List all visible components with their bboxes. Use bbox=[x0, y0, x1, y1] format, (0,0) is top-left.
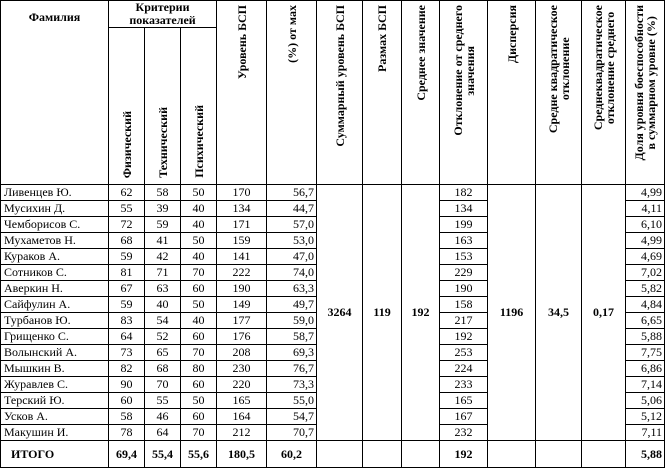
cell-name: Мухаметов Н. bbox=[1, 233, 109, 249]
cell-bsp-level: 212 bbox=[217, 425, 267, 441]
cell-technical: 52 bbox=[145, 329, 181, 345]
table-row bbox=[1, 185, 665, 201]
cell-name: Сайфулин А. bbox=[1, 297, 109, 313]
cell-technical: 70 bbox=[145, 377, 181, 393]
cell-psychic: 70 bbox=[181, 265, 217, 281]
cell-name: Волынский А. bbox=[1, 345, 109, 361]
cell-deviation: 199 bbox=[440, 217, 488, 233]
cell-share: 7,75 bbox=[626, 345, 665, 361]
cell-deviation: 217 bbox=[440, 313, 488, 329]
cell-pct-of-max: 70,7 bbox=[267, 425, 317, 441]
header-std: Средне квадратическое отклонение bbox=[536, 1, 582, 185]
cell-name: Мусихин Д. bbox=[1, 201, 109, 217]
cell-name: Кураков А. bbox=[1, 249, 109, 265]
cell-share: 4,99 bbox=[626, 233, 665, 249]
cell-name: Журавлев С. bbox=[1, 377, 109, 393]
cell-physical: 68 bbox=[109, 233, 145, 249]
header-share: Доля уровня боеспособности в суммарном уровне (%) bbox=[626, 1, 665, 185]
cell-physical: 64 bbox=[109, 329, 145, 345]
cell-psychic: 50 bbox=[181, 393, 217, 409]
cell-share: 7,14 bbox=[626, 377, 665, 393]
cell-pct-of-max: 76,7 bbox=[267, 361, 317, 377]
cell-pct-of-max: 57,0 bbox=[267, 217, 317, 233]
cell-bsp-level: 222 bbox=[217, 265, 267, 281]
cell-dispersion: 1196 bbox=[488, 185, 536, 441]
cell-technical: 55 bbox=[145, 393, 181, 409]
cell-name: Чемборисов С. bbox=[1, 217, 109, 233]
cell-physical: 55 bbox=[109, 201, 145, 217]
cell-name: Макушин И. bbox=[1, 425, 109, 441]
cell-pct-of-max: 73,3 bbox=[267, 377, 317, 393]
cell-physical: 73 bbox=[109, 345, 145, 361]
cell-bsp-level: 171 bbox=[217, 217, 267, 233]
cell-deviation: 232 bbox=[440, 425, 488, 441]
cell-share: 4,11 bbox=[626, 201, 665, 217]
cell-bsp-level: 220 bbox=[217, 377, 267, 393]
cell-bsp-level: 170 bbox=[217, 185, 267, 201]
header-bsp-level: Уровень БСП bbox=[217, 1, 267, 185]
cell-pct-of-max: 53,0 bbox=[267, 233, 317, 249]
total-dispersion bbox=[488, 441, 536, 468]
cell-share: 6,10 bbox=[626, 217, 665, 233]
cell-technical: 64 bbox=[145, 425, 181, 441]
cell-physical: 62 bbox=[109, 185, 145, 201]
cell-physical: 58 bbox=[109, 409, 145, 425]
cell-bsp-level: 208 bbox=[217, 345, 267, 361]
cell-deviation: 233 bbox=[440, 377, 488, 393]
cell-deviation: 192 bbox=[440, 329, 488, 345]
total-std bbox=[536, 441, 582, 468]
cell-psychic: 60 bbox=[181, 377, 217, 393]
cell-deviation: 229 bbox=[440, 265, 488, 281]
cell-psychic: 70 bbox=[181, 425, 217, 441]
cell-psychic: 50 bbox=[181, 185, 217, 201]
cell-physical: 90 bbox=[109, 377, 145, 393]
cell-psychic: 50 bbox=[181, 233, 217, 249]
total-physical: 69,4 bbox=[109, 441, 145, 468]
cell-technical: 71 bbox=[145, 265, 181, 281]
cell-pct-of-max: 69,3 bbox=[267, 345, 317, 361]
cell-bsp-level: 159 bbox=[217, 233, 267, 249]
cell-physical: 60 bbox=[109, 393, 145, 409]
total-std-mean bbox=[582, 441, 626, 468]
total-row bbox=[1, 441, 665, 468]
cell-deviation: 182 bbox=[440, 185, 488, 201]
cell-share: 7,11 bbox=[626, 425, 665, 441]
cell-technical: 39 bbox=[145, 201, 181, 217]
total-psychic: 55,6 bbox=[181, 441, 217, 468]
cell-bsp-level: 177 bbox=[217, 313, 267, 329]
cell-share: 4,84 bbox=[626, 297, 665, 313]
cell-share: 4,99 bbox=[626, 185, 665, 201]
header-mean: Среднее значение bbox=[402, 1, 440, 185]
cell-name: Грищенко С. bbox=[1, 329, 109, 345]
cell-bsp-level: 230 bbox=[217, 361, 267, 377]
cell-deviation: 165 bbox=[440, 393, 488, 409]
cell-name: Ливенцев Ю. bbox=[1, 185, 109, 201]
cell-physical: 83 bbox=[109, 313, 145, 329]
cell-psychic: 40 bbox=[181, 249, 217, 265]
cell-physical: 82 bbox=[109, 361, 145, 377]
cell-std: 34,5 bbox=[536, 185, 582, 441]
cell-psychic: 40 bbox=[181, 313, 217, 329]
cell-psychic: 60 bbox=[181, 329, 217, 345]
cell-physical: 67 bbox=[109, 281, 145, 297]
cell-bsp-level: 164 bbox=[217, 409, 267, 425]
cell-bsp-level: 141 bbox=[217, 249, 267, 265]
table-body bbox=[1, 185, 665, 468]
total-mean bbox=[402, 441, 440, 468]
cell-bsp-level: 165 bbox=[217, 393, 267, 409]
cell-deviation: 190 bbox=[440, 281, 488, 297]
cell-psychic: 40 bbox=[181, 217, 217, 233]
cell-bsp-level: 176 bbox=[217, 329, 267, 345]
cell-share: 5,06 bbox=[626, 393, 665, 409]
cell-psychic: 60 bbox=[181, 281, 217, 297]
total-bsp-range bbox=[363, 441, 402, 468]
cell-deviation: 253 bbox=[440, 345, 488, 361]
cell-physical: 59 bbox=[109, 297, 145, 313]
cell-technical: 46 bbox=[145, 409, 181, 425]
total-pct-of-max: 60,2 bbox=[267, 441, 317, 468]
cell-bsp-range: 119 bbox=[363, 185, 402, 441]
header-dispersion: Дисперсия bbox=[488, 1, 536, 185]
cell-name: Сотников С. bbox=[1, 265, 109, 281]
cell-deviation: 163 bbox=[440, 233, 488, 249]
cell-deviation: 153 bbox=[440, 249, 488, 265]
cell-technical: 59 bbox=[145, 217, 181, 233]
cell-physical: 72 bbox=[109, 217, 145, 233]
header-criteria: Критерии показателей bbox=[109, 1, 217, 28]
cell-name: Усков А. bbox=[1, 409, 109, 425]
cell-technical: 54 bbox=[145, 313, 181, 329]
cell-psychic: 70 bbox=[181, 345, 217, 361]
cell-total-bsp: 3264 bbox=[317, 185, 363, 441]
cell-physical: 81 bbox=[109, 265, 145, 281]
cell-technical: 42 bbox=[145, 249, 181, 265]
cell-physical: 78 bbox=[109, 425, 145, 441]
cell-psychic: 50 bbox=[181, 297, 217, 313]
cell-pct-of-max: 49,7 bbox=[267, 297, 317, 313]
cell-share: 5,82 bbox=[626, 281, 665, 297]
header-technical: Технический bbox=[145, 28, 181, 185]
cell-pct-of-max: 74,0 bbox=[267, 265, 317, 281]
cell-technical: 65 bbox=[145, 345, 181, 361]
total-share: 5,88 bbox=[626, 441, 665, 468]
cell-deviation: 134 bbox=[440, 201, 488, 217]
cell-share: 6,65 bbox=[626, 313, 665, 329]
cell-name: Мышкин В. bbox=[1, 361, 109, 377]
cell-physical: 59 bbox=[109, 249, 145, 265]
total-technical: 55,4 bbox=[145, 441, 181, 468]
cell-bsp-level: 190 bbox=[217, 281, 267, 297]
cell-pct-of-max: 44,7 bbox=[267, 201, 317, 217]
header-pct-of-max: (%) от мах bbox=[267, 1, 317, 185]
header-psychic: Психический bbox=[181, 28, 217, 185]
cell-name: Турбанов Ю. bbox=[1, 313, 109, 329]
cell-name: Аверкин Н. bbox=[1, 281, 109, 297]
cell-bsp-level: 149 bbox=[217, 297, 267, 313]
cell-pct-of-max: 58,7 bbox=[267, 329, 317, 345]
total-deviation: 192 bbox=[440, 441, 488, 468]
cell-technical: 58 bbox=[145, 185, 181, 201]
cell-share: 6,86 bbox=[626, 361, 665, 377]
header-deviation: Отклонение от среднего значения bbox=[440, 1, 488, 185]
header-physical: Физический bbox=[109, 28, 145, 185]
cell-psychic: 40 bbox=[181, 201, 217, 217]
cell-share: 4,69 bbox=[626, 249, 665, 265]
cell-technical: 68 bbox=[145, 361, 181, 377]
cell-pct-of-max: 47,0 bbox=[267, 249, 317, 265]
cell-share: 7,02 bbox=[626, 265, 665, 281]
header-std-mean: Среднеквадратическое отклонение среднего bbox=[582, 1, 626, 185]
cell-technical: 40 bbox=[145, 297, 181, 313]
cell-technical: 63 bbox=[145, 281, 181, 297]
cell-share: 5,12 bbox=[626, 409, 665, 425]
cell-pct-of-max: 56,7 bbox=[267, 185, 317, 201]
cell-technical: 41 bbox=[145, 233, 181, 249]
cell-psychic: 80 bbox=[181, 361, 217, 377]
header-bsp-range: Размах БСП bbox=[363, 1, 402, 185]
cell-pct-of-max: 63,3 bbox=[267, 281, 317, 297]
cell-deviation: 224 bbox=[440, 361, 488, 377]
cell-std-mean: 0,17 bbox=[582, 185, 626, 441]
cell-pct-of-max: 59,0 bbox=[267, 313, 317, 329]
cell-pct-of-max: 55,0 bbox=[267, 393, 317, 409]
cell-mean: 192 bbox=[402, 185, 440, 441]
cell-deviation: 158 bbox=[440, 297, 488, 313]
cell-pct-of-max: 54,7 bbox=[267, 409, 317, 425]
cell-share: 5,88 bbox=[626, 329, 665, 345]
header-family: Фамилия bbox=[1, 1, 109, 185]
cell-name: Терский Ю. bbox=[1, 393, 109, 409]
cell-psychic: 60 bbox=[181, 409, 217, 425]
total-total-bsp bbox=[317, 441, 363, 468]
header-total-bsp: Суммарный уровень БСП bbox=[317, 1, 363, 185]
total-label: ИТОГО bbox=[1, 441, 109, 468]
total-bsp-level: 180,5 bbox=[217, 441, 267, 468]
cell-deviation: 167 bbox=[440, 409, 488, 425]
cell-bsp-level: 134 bbox=[217, 201, 267, 217]
